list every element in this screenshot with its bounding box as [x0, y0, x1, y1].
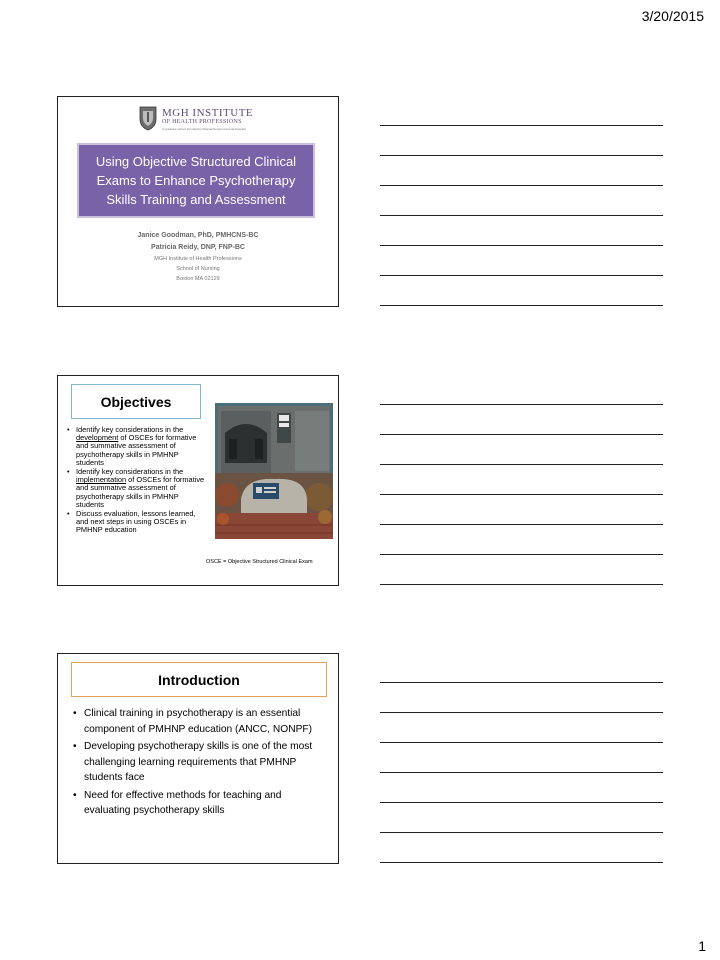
- presentation-title: Using Objective Structured Clinical Exams to Enhance Psychotherapy Skills Training and Assessment: [77, 143, 315, 218]
- seal-icon: [138, 105, 158, 131]
- list-item: • Developing psychotherapy skills is one of the most challenging learning requirements that PMHNP students face: [72, 739, 322, 786]
- author-2: Patricia Reidy, DNP, FNP-BC: [151, 244, 245, 251]
- list-item: • Need for effective methods for teaching and evaluating psychotherapy skills: [72, 788, 322, 819]
- slide-1-title: [57, 96, 339, 307]
- page-number: 1: [698, 938, 706, 954]
- institution-logo: [138, 105, 258, 135]
- logo-tagline: A graduate school founded by Massachusetts General Hospital: [162, 127, 246, 131]
- logo-line-1: MGH INSTITUTE: [162, 107, 254, 119]
- introduction-list: [72, 706, 322, 821]
- introduction-heading: Introduction: [71, 662, 327, 697]
- location: Boston MA 02129: [176, 276, 220, 282]
- notes-lines-3: [380, 653, 663, 863]
- list-item: • Clinical training in psychotherapy is an essential component of PMHNP education (ANCC, NONPF): [72, 706, 322, 737]
- objectives-heading: Objectives: [71, 384, 201, 419]
- slide-3-introduction: [57, 653, 339, 864]
- print-date: 3/20/2015: [641, 8, 704, 24]
- notes-lines-1: [380, 96, 663, 306]
- list-item: • Identify key considerations in the implementation of OSCEs for formative and summative assessment of psychotherapy skills in PMHNP students: [66, 468, 206, 509]
- notes-lines-2: [380, 375, 663, 585]
- logo-line-2: OF HEALTH PROFESSIONS: [162, 119, 242, 125]
- list-item: • Discuss evaluation, lessons learned, and next steps in using OSCEs in PMHNP education: [66, 510, 206, 535]
- institution-name: MGH Institute of Health Professions: [154, 256, 242, 262]
- list-item: • Identify key considerations in the development of OSCEs for formative and summative assessment of psychotherapy skills in PMHNP students: [66, 426, 206, 467]
- slide-2-objectives: [57, 375, 339, 586]
- slide-caption: OSCE = Objective Structured Clinical Exam: [206, 559, 313, 565]
- author-1: Janice Goodman, PhD, PMHCNS-BC: [137, 232, 259, 239]
- objectives-list: [66, 426, 206, 536]
- school-name: School of Nursing: [176, 266, 220, 272]
- author-block: [58, 230, 338, 284]
- building-photo: [215, 403, 333, 539]
